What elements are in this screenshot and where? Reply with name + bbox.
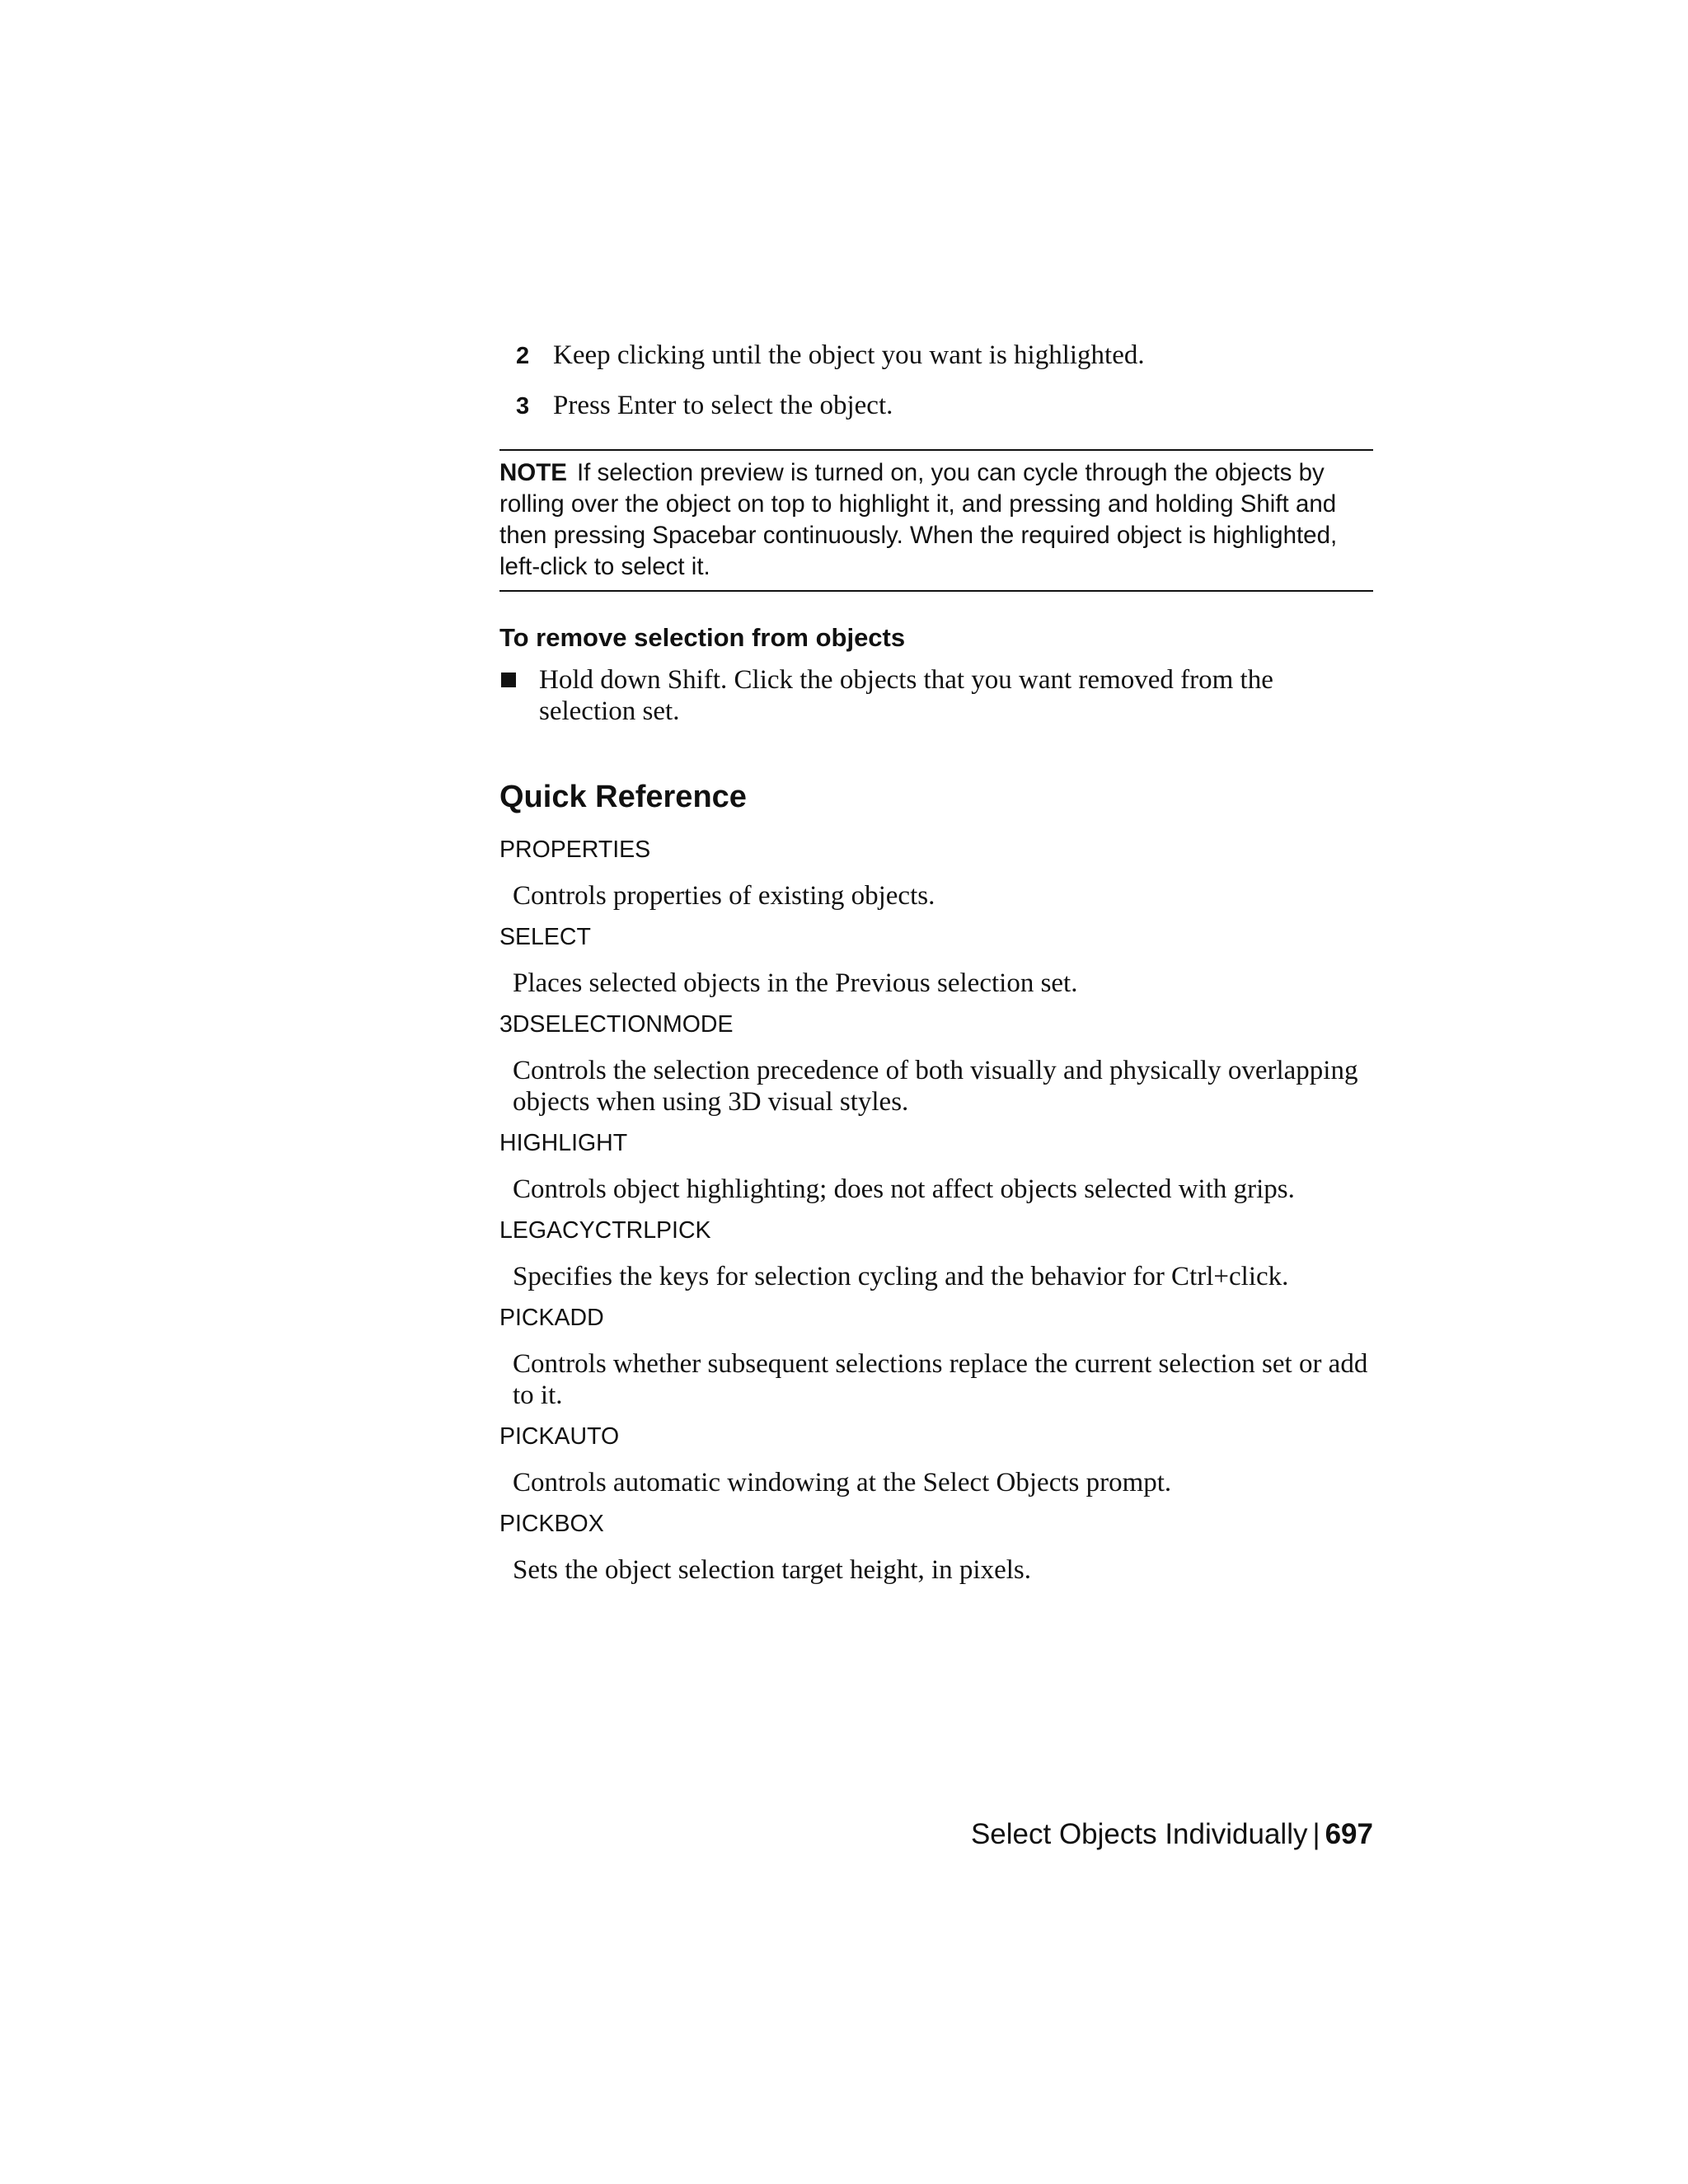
procedure-title: To remove selection from objects: [499, 623, 906, 652]
ref-description: Controls automatic windowing at the Select Objects prompt.: [513, 1468, 1172, 1497]
footer-separator: |: [1312, 1818, 1320, 1850]
ref-entry-pickauto: [499, 1421, 1373, 1498]
step-text: Keep clicking until the object you want is highlighted.: [553, 340, 1145, 370]
step-number: 3: [516, 393, 530, 419]
ref-entry-3dselectionmode: [499, 1009, 1373, 1118]
ref-description: Controls object highlighting; does not affect objects selected with grips.: [513, 1174, 1295, 1204]
quick-reference-list: [499, 834, 1373, 1586]
ref-description: Specifies the keys for selection cycling and the behavior for Ctrl+click.: [513, 1262, 1289, 1291]
page-footer: [971, 1816, 1373, 1853]
page-content: [499, 340, 1373, 1586]
step-text: Press Enter to select the object.: [553, 391, 893, 420]
ref-description: Controls the selection precedence of both visually and physically overlapping objects when using 3D visual styles.: [513, 1056, 1358, 1117]
ref-term: SELECT: [499, 924, 591, 950]
ref-term: PROPERTIES: [499, 837, 651, 863]
ref-term: 3DSELECTIONMODE: [499, 1011, 734, 1038]
ref-term: PICKADD: [499, 1305, 604, 1331]
ref-entry-pickadd: [499, 1302, 1373, 1411]
page-number: 697: [1325, 1818, 1373, 1850]
ref-term: PICKAUTO: [499, 1423, 620, 1450]
ref-entry-pickbox: [499, 1508, 1373, 1586]
ref-entry-highlight: [499, 1127, 1373, 1205]
ref-term: PICKBOX: [499, 1511, 604, 1537]
footer-section-title: Select Objects Individually: [970, 1818, 1308, 1850]
note-text: If selection preview is turned on, you can cycle through the objects by rolling over the object on top to highlight it, and pressing and holding Shift and then pressing Spacebar continuously. When the required object is highlighted, left-click to select it.: [499, 459, 1338, 580]
ref-description: Places selected objects in the Previous selection set.: [513, 968, 1078, 998]
step-number: 2: [516, 343, 530, 369]
ref-description: Controls whether subsequent selections replace the current selection set or add to it.: [513, 1349, 1368, 1410]
procedure-item: [499, 664, 1373, 727]
quick-reference-title: Quick Reference: [499, 780, 747, 814]
ref-description: Sets the object selection target height, in pixels.: [513, 1555, 1031, 1585]
note-box: [499, 449, 1373, 592]
ref-entry-properties: [499, 834, 1373, 912]
square-bullet-icon: [499, 664, 539, 727]
ref-term: HIGHLIGHT: [499, 1130, 628, 1156]
ref-term: LEGACYCTRLPICK: [499, 1217, 711, 1244]
ref-entry-select: [499, 921, 1373, 999]
step-2: [516, 340, 1373, 371]
procedure-item-text: Hold down Shift. Click the objects that you want removed from the selection set.: [539, 665, 1273, 726]
step-3: [516, 390, 1373, 421]
ref-description: Controls properties of existing objects.: [513, 881, 935, 911]
note-label: NOTE: [499, 459, 567, 486]
ref-entry-legacyctrlpick: [499, 1215, 1373, 1292]
